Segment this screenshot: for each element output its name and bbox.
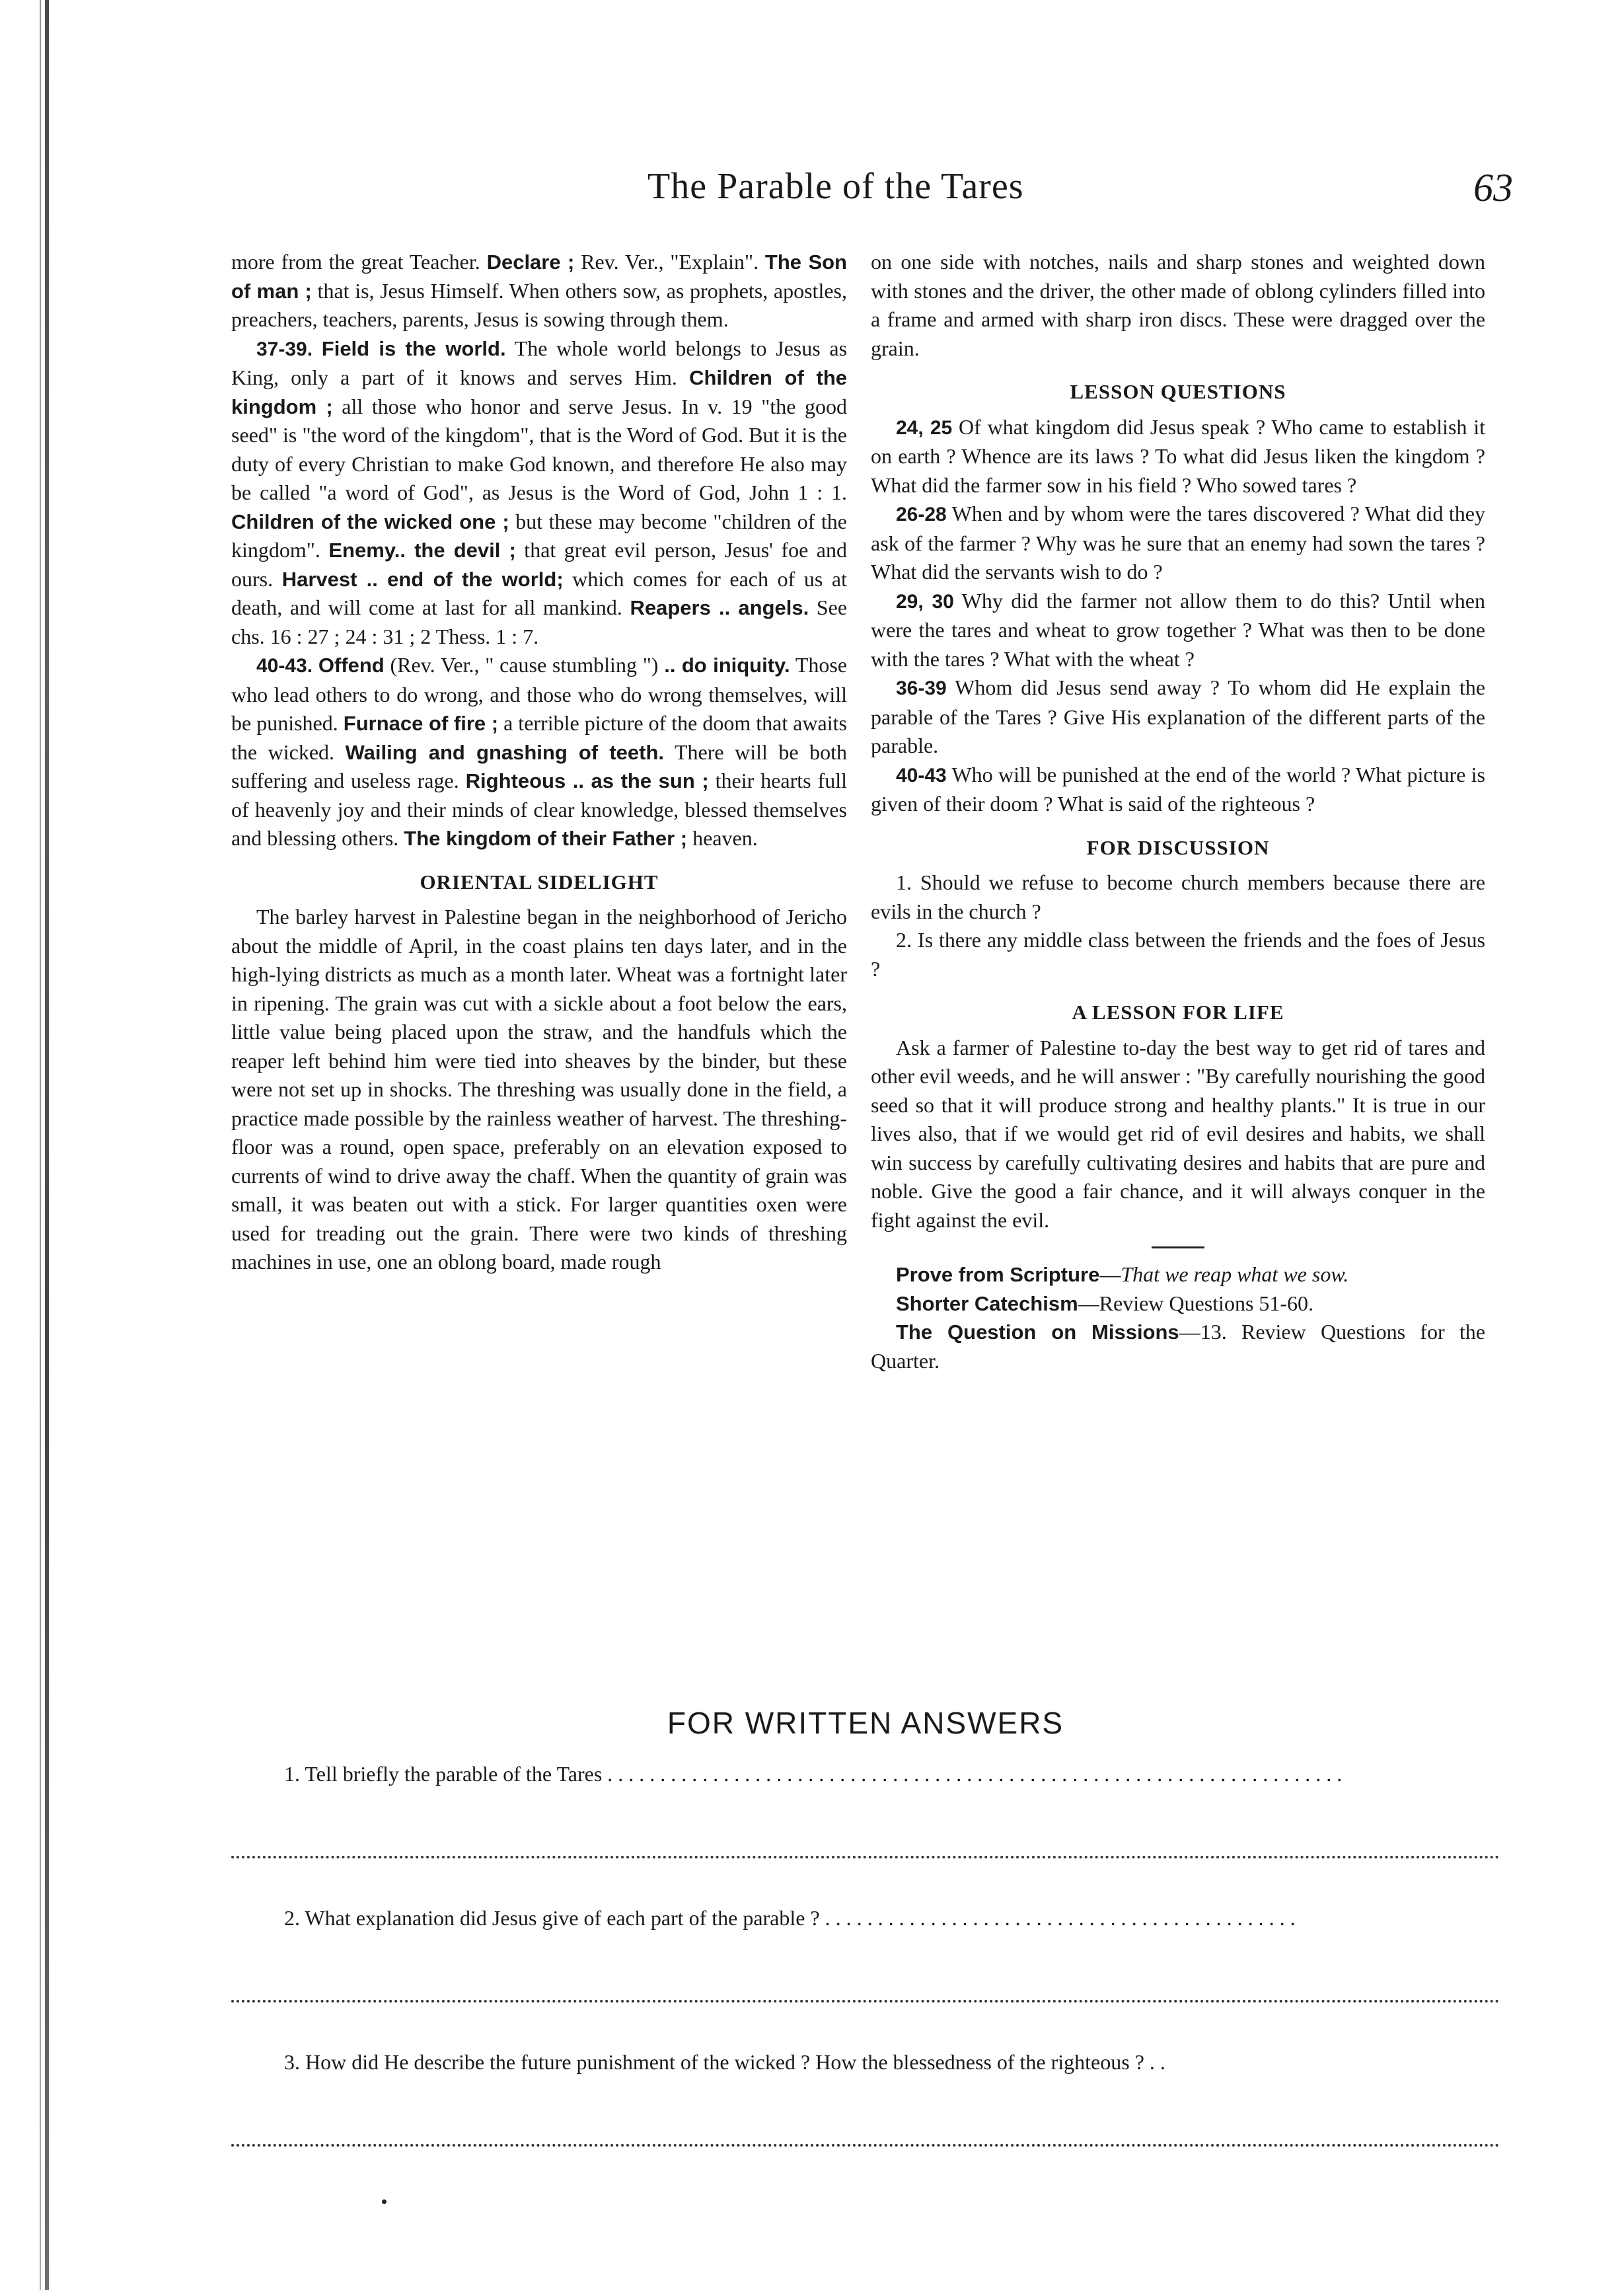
keyword: Declare ; <box>486 250 575 274</box>
verse-ref: 40-43. <box>256 655 313 677</box>
keyword: Offend <box>318 654 385 677</box>
text-run: There will be both suffering and useless rage. <box>231 740 848 792</box>
missions-line: The Question on Missions—13. Review Questions for the Quarter. <box>871 1320 1486 1373</box>
written-question <box>231 2047 1500 2077</box>
page-header <box>238 165 1513 218</box>
question-item <box>871 673 1485 761</box>
keyword: Reapers .. angels. <box>630 596 809 619</box>
keyword: Harvest .. end of the world; <box>281 567 564 591</box>
question-item <box>871 761 1485 819</box>
label: Prove from Scripture <box>896 1263 1100 1286</box>
question-number: 26-28 <box>896 504 947 525</box>
text-run: but these may become "children of the kingdom". <box>231 509 848 562</box>
paragraph-continuation: on one side with notches, nails and sharp stones and weighted down with stones and the driver, the other made of oblong cylinders filled into a frame and armed with sharp iron discs. These were dragged over the grain. <box>871 250 1485 360</box>
paragraph-sidelight: The barley harvest in Palestine began in the neighborhood of Jericho about the middle of April, in the coast plains ten days later, and in the high-lying districts as much as a month later. Wheat was a fortnight later in ripening. The grain was cut with a sickle about a foot below the ears, little value being placed upon the straw, and the handfuls which the reaper left behind him were tied into sheaves by the binder, but these were not set up in shocks. The threshing was usually done in the field, a practice made possible by the rainless weather of harvest. The threshing-floor was a round, open space, preferably on an elevation exposed to currents of wind to drive away the chaff. When the quantity of grain was small, it was beaten out with a stick. For larger quantities oxen were used for treading out the grain. There were two kinds of threshing machines in use, one an oblong board, made rough <box>231 905 847 1274</box>
question-number: 36-39 <box>896 677 947 699</box>
question-text: 3. How did He describe the future punishment of the wicked ? How the blessedness of the righteous ? <box>284 2050 1144 2074</box>
keyword: Wailing and gnashing of teeth. <box>345 740 664 764</box>
keyword: Furnace of fire ; <box>343 712 499 735</box>
answer-leader: . . . . . . . . . . . . . . . . . . . . . . . . . . . . . . . . . . . . . . . . . . . . . . . . . . . . . . . . . . . . . . . . . . . . . . <box>607 1762 1343 1786</box>
paragraph-37-39 <box>231 334 847 652</box>
right-column <box>871 248 1485 1375</box>
text-run: The whole world belongs to Jesus as King, only a part of it knows and serves Him. <box>231 336 848 389</box>
prove-line: Prove from Scripture—That we reap what we sow. <box>896 1262 1349 1286</box>
keyword: Enemy.. the devil ; <box>328 539 516 562</box>
binding-edge <box>40 0 41 2290</box>
question-number: 24, 25 <box>896 416 953 439</box>
label: The Question on Missions <box>896 1320 1179 1344</box>
question-text: Whom did Jesus send away ? To whom did He explain the parable of the Tares ? Give His explanation of the different parts of the parable. <box>871 675 1485 757</box>
text-run: Those who lead others to do wrong, and those who do wrong themselves, will be punished. <box>231 653 848 735</box>
text-run: (Rev. Ver., " cause stumbling ") <box>384 653 665 677</box>
discussion-item: 1. Should we refuse to become church members because there are evils in the church ? <box>871 870 1485 923</box>
section-heading-lesson-questions: LESSON QUESTIONS <box>1070 380 1286 403</box>
text-run: See chs. 16 : 27 ; 24 : 31 ; 2 Thess. 1 : 7. <box>231 595 848 648</box>
paragraph-declare <box>231 248 847 334</box>
question-item <box>871 587 1485 674</box>
text-run: more from the great Teacher. <box>231 250 487 274</box>
discussion-item: 2. Is there any middle class between the friends and the foes of Jesus ? <box>871 928 1485 981</box>
text-run: which comes for each of us at death, and will come at last for all mankind. <box>231 566 847 619</box>
question-text: 2. What explanation did Jesus give of each part of the parable ? <box>284 1906 820 1930</box>
written-answers-title: FOR WRITTEN ANSWERS <box>667 1706 1064 1740</box>
catechism-line: Shorter Catechism—Review Questions 51-60. <box>896 1291 1314 1315</box>
section-heading-lesson-for-life: A LESSON FOR LIFE <box>1072 1001 1284 1024</box>
question-number: 40-43 <box>896 764 947 786</box>
text-run: That we reap what we sow. <box>1121 1262 1349 1286</box>
written-answers-section <box>231 1705 1500 2192</box>
text-run: a terrible picture of the doom that awaits the wicked. <box>231 711 847 764</box>
section-heading-discussion: FOR DISCUSSION <box>1086 835 1270 859</box>
question-number: 29, 30 <box>896 590 954 613</box>
binding-shadow <box>45 0 49 2290</box>
text-run: Review Questions 51-60. <box>1099 1291 1314 1315</box>
print-speck <box>382 2199 387 2204</box>
text-run: that great evil person, Jesus' foe and ours. <box>231 538 848 591</box>
text-run: 13. Review Questions for the Quarter. <box>871 1320 1486 1373</box>
answer-leader: . . . . . . . . . . . . . . . . . . . . . . . . . . . . . . . . . . . . . . . . . . . . . <box>825 1906 1296 1930</box>
question-text: Who will be punished at the end of the world ? What picture is given of their doom ? What is said of the righteous ? <box>871 762 1485 816</box>
page-number: 63 <box>1473 166 1513 210</box>
page-title: The Parable of the Tares <box>647 166 1024 207</box>
verse-ref: 37-39. <box>256 338 313 360</box>
keyword: Children of the wicked one ; <box>231 510 509 533</box>
text-run: their hearts full of heavenly joy and their minds of clear knowledge, blessed themselves and blessing others. <box>231 769 848 850</box>
question-text: 1. Tell briefly the parable of the Tares <box>284 1762 603 1786</box>
answer-line <box>231 1971 1500 2003</box>
keyword: The Son of man ; <box>231 250 847 303</box>
text-run: all those who honor and serve Jesus. In v. 19 "the good seed" is "the word of the kingdom", that is the Word of God. But it is the duty of every Christian to make God known, and therefore He also may be called "a word of God", as Jesus is the Word of God, John 1 : 1. <box>231 394 847 504</box>
text-run: that is, Jesus Himself. When others sow, as prophets, apostles, preachers, teachers, parents, Jesus is sowing through them. <box>231 278 847 331</box>
keyword: Field is the world. <box>321 336 506 360</box>
question-item <box>871 500 1485 587</box>
keyword: .. do iniquity. <box>664 654 790 677</box>
answer-leader: . . <box>1149 2050 1165 2074</box>
divider <box>1152 1246 1204 1248</box>
answer-line <box>231 2115 1500 2147</box>
paragraph-lesson-for-life: Ask a farmer of Palestine to-day the best way to get rid of tares and other evil weeds, and he will answer : "By carefully nourishing the good seed so that it will produce strong and healthy plants." It is true in our lives also, that if we would get rid of evil desires and habits, we shall win success by carefully cultivating desires and habits that are pure and noble. Give the good a fair chance, and it will always conquer in the fight against the evil. <box>871 1035 1485 1232</box>
keyword: Righteous .. as the sun ; <box>465 769 709 792</box>
question-text: When and by whom were the tares discovered ? What did they ask of the farmer ? Why was he sure that an enemy had sown the tares ? What did the servants wish to do ? <box>871 502 1485 584</box>
keyword: Children of the kingdom ; <box>231 366 848 418</box>
label: Shorter Catechism <box>896 1291 1078 1315</box>
question-text: Why did the farmer not allow them to do this? Until when were the tares and wheat to grow together ? What was then to be done with the tares ? What with the wheat ? <box>871 588 1485 671</box>
keyword: The kingdom of their Father ; <box>404 827 688 850</box>
section-heading-sidelight: ORIENTAL SIDELIGHT <box>420 870 659 894</box>
written-question <box>231 1759 1500 1788</box>
question-text: Of what kingdom did Jesus speak ? Who came to establish it on earth ? Whence are its laws ? To what did Jesus liken the kingdom ? What did the farmer sow in his field ? Who sowed tares ? <box>871 414 1485 497</box>
text-run: heaven. <box>687 826 758 850</box>
left-column <box>231 248 847 1277</box>
answer-line <box>231 1827 1500 1858</box>
written-question <box>231 1903 1500 1932</box>
question-item <box>871 413 1485 500</box>
text-run: Rev. Ver., "Explain". <box>574 250 765 274</box>
paragraph-40-43 <box>231 651 847 853</box>
